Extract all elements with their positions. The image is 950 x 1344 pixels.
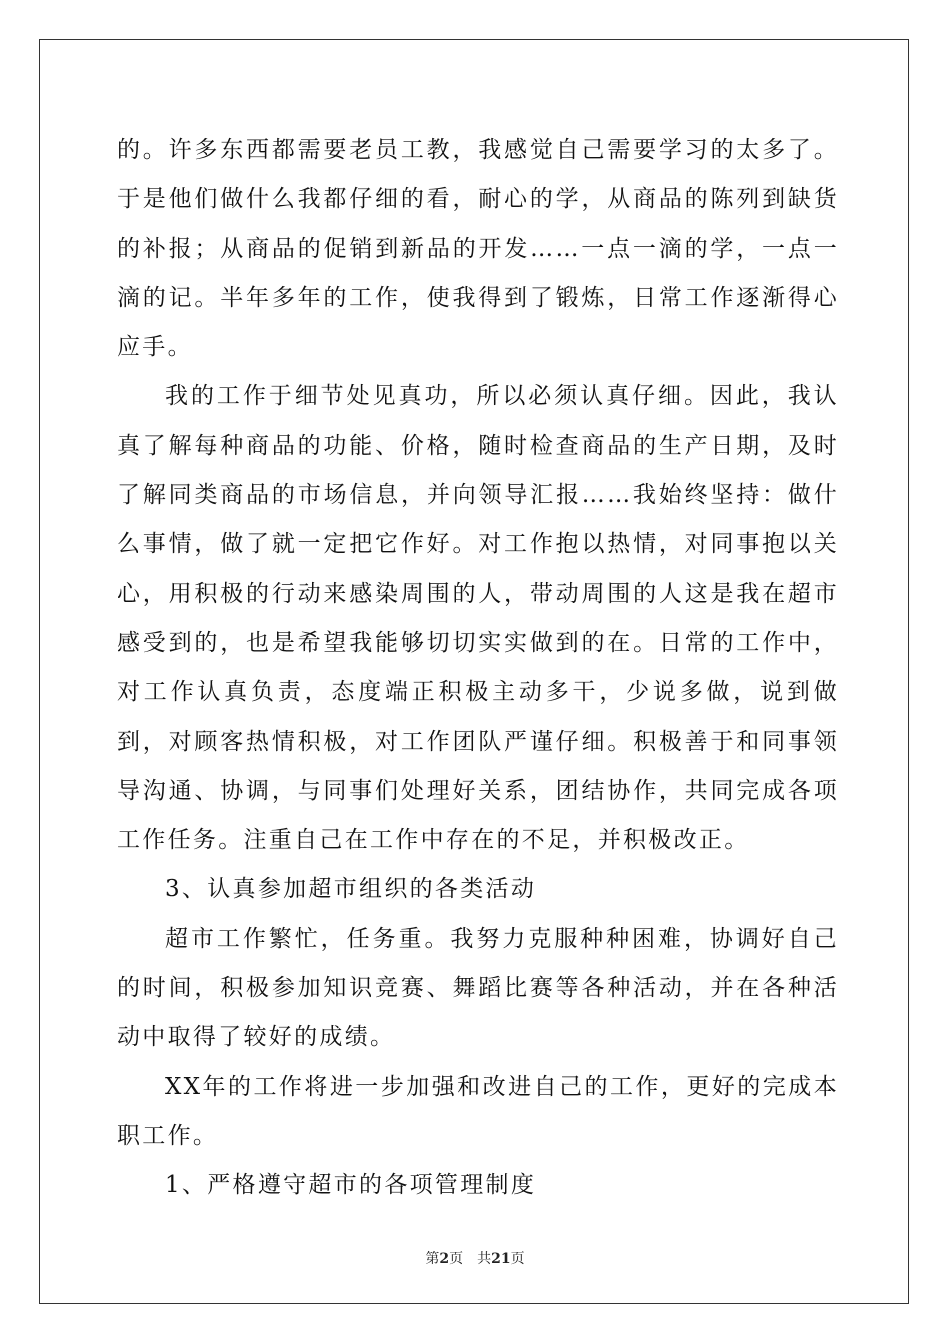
page-number: 2 [439, 1251, 450, 1267]
total-prefix: 共 [477, 1251, 492, 1267]
paragraph-1: 的。许多东西都需要老员工教，我感觉自己需要学习的太多了。于是他们做什么我都仔细的看，耐心的学，从商品的陈列到缺货的补报；从商品的促销到新品的开发……一点一滴的学，一点一滴的记。半年多年的工作，使我得到了锻炼，日常工作逐渐得心应手。 [117, 137, 839, 361]
total-unit: 页 [510, 1251, 525, 1267]
page-footer [0, 1248, 950, 1268]
page-unit: 页 [449, 1251, 464, 1267]
section-heading-1: 1、严格遵守超市的各项管理制度 [165, 1172, 537, 1199]
paragraph-2: 我的工作于细节处见真功，所以必须认真仔细。因此，我认真了解每种商品的功能、价格，随时检查商品的生产日期，及时了解同类商品的市场信息，并向领导汇报……我始终坚持：做什么事情，做了就一定把它作好。对工作抱以热情，对同事抱以关心，用积极的行动来感染周围的人，带动周围的人这是我在超市感受到的，也是希望我能够切切实实做到的在。日常的工作中，对工作认真负责，态度端正积极主动多干，少说多做，说到做到，对顾客热情积极，对工作团队严谨仔细。积极善于和同事领导沟通、协调，与同事们处理好关系，团结协作，共同完成各项工作任务。注重自己在工作中存在的不足，并积极改正。 [117, 383, 839, 854]
document-body [117, 126, 839, 1211]
paragraph-3: 超市工作繁忙，任务重。我努力克服种种困难，协调好自己的时间，积极参加知识竞赛、舞蹈比赛等各种活动，并在各种活动中取得了较好的成绩。 [117, 925, 839, 1051]
section-heading-3: 3、认真参加超市组织的各类活动 [165, 876, 537, 903]
total-pages: 21 [491, 1251, 511, 1267]
page-prefix: 第 [425, 1251, 440, 1267]
paragraph-4: XX年的工作将进一步加强和改进自己的工作，更好的完成本职工作。 [117, 1073, 839, 1149]
